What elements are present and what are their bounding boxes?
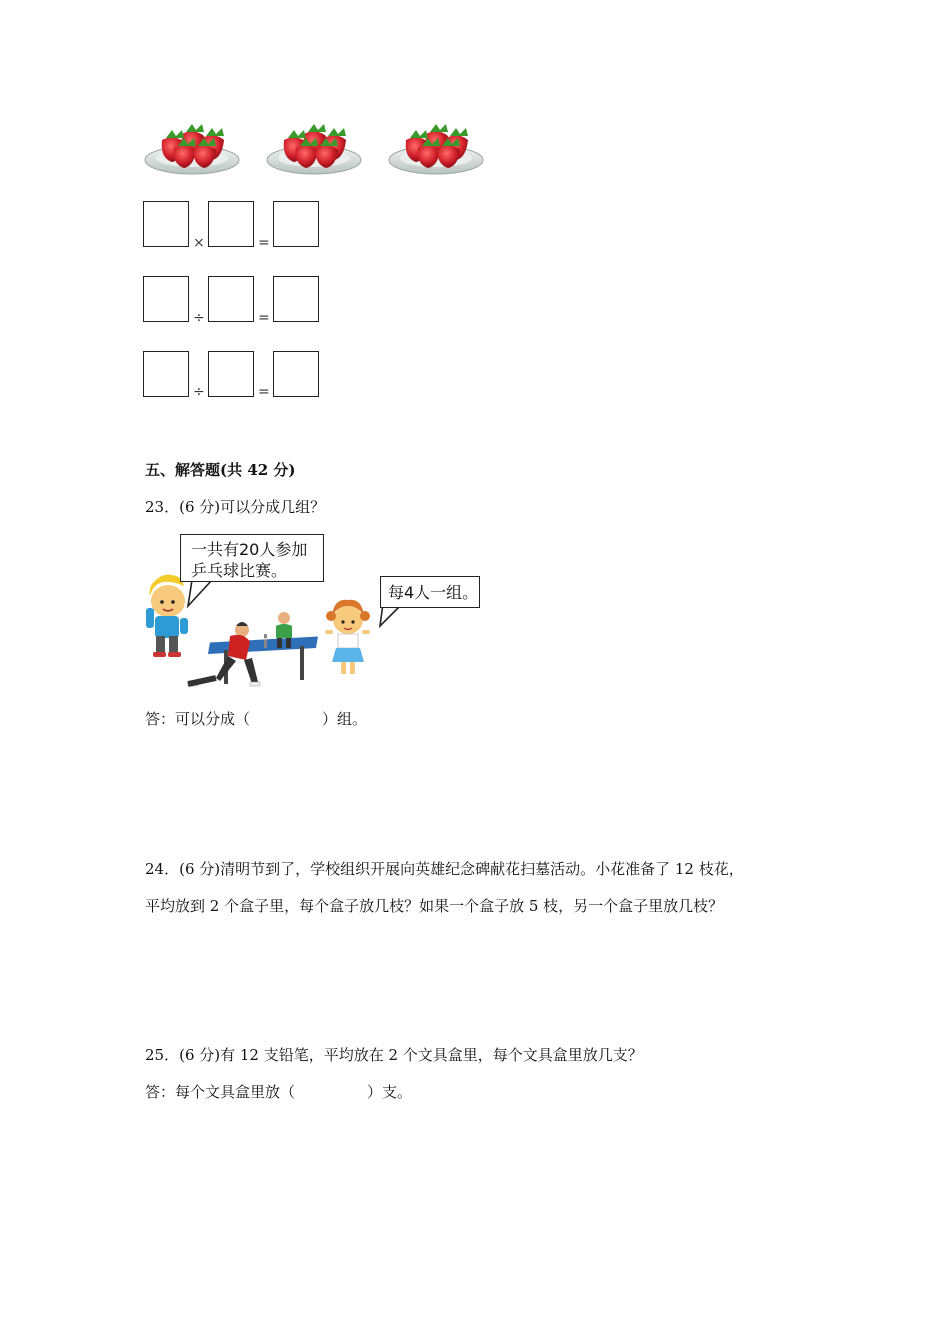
girl-figure: [325, 600, 370, 674]
equals-sign: =: [258, 310, 270, 326]
question-25: 25．(6 分)有 12 支铅笔，平均放在 2 个文具盒里，每个文具盒里放几支？: [145, 1046, 643, 1064]
boy-figure: [146, 575, 188, 657]
answer-23-suffix: ）组。: [322, 710, 368, 728]
bubble-boy-line2: 乒乓球比赛。: [191, 561, 288, 580]
answer-23-prefix: 答：可以分成（: [145, 710, 251, 728]
divide-sign: ÷: [193, 310, 205, 326]
bubble-boy-line1: 一共有20人参加: [191, 540, 308, 559]
answer-25: [145, 1082, 412, 1102]
multiply-sign: ×: [193, 235, 205, 251]
answer-box[interactable]: [273, 276, 319, 322]
answer-box[interactable]: [273, 201, 319, 247]
answer-23: [145, 709, 367, 729]
answer-box[interactable]: [208, 351, 254, 397]
answer-box[interactable]: [143, 276, 189, 322]
answer-box[interactable]: [273, 351, 319, 397]
ping-pong-table: [208, 634, 318, 684]
question-24-line1: 24．(6 分)清明节到了，学校组织开展向英雄纪念碑献花扫墓活动。小花准备了 12 枝花，: [145, 860, 744, 878]
speech-bubble-girl: [380, 576, 480, 608]
answer-25-suffix: ）支。: [367, 1083, 413, 1101]
question-23: 23．(6 分)可以分成几组？: [145, 498, 326, 516]
speech-bubble-boy: [180, 534, 324, 582]
strawberry-plates-illustration: [140, 118, 500, 188]
answer-box[interactable]: [143, 351, 189, 397]
equals-sign: =: [258, 235, 270, 251]
equals-sign: =: [258, 384, 270, 400]
divide-sign: ÷: [193, 384, 205, 400]
answer-25-prefix: 答：每个文具盒里放（: [145, 1083, 296, 1101]
answer-box[interactable]: [208, 201, 254, 247]
section-title: 五、解答题(共 42 分): [145, 461, 296, 479]
answer-box[interactable]: [208, 276, 254, 322]
answer-box[interactable]: [143, 201, 189, 247]
bubble-girl-text: 每4人一组。: [388, 583, 479, 602]
question-24-line2: 平均放到 2 个盒子里，每个盒子放几枝？如果一个盒子放 5 枝，另一个盒子里放几枝？: [145, 897, 724, 915]
